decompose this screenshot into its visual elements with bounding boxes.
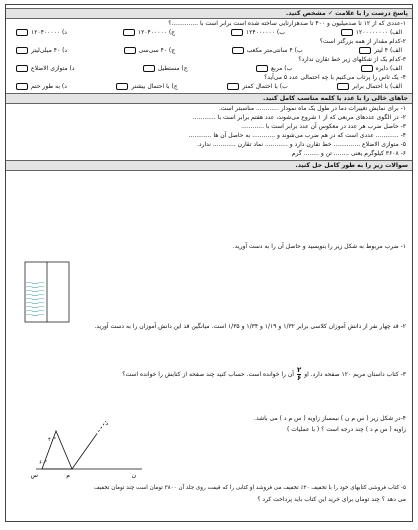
option-d: د) ۱۲۰۴۰۰۰۰۰ xyxy=(31,28,67,36)
checkbox[interactable] xyxy=(232,47,244,54)
option-a: الف) ۴ لیتر xyxy=(374,46,402,54)
angle-label-40: ۴۰° xyxy=(48,437,56,443)
checkbox[interactable] xyxy=(16,83,28,90)
fill-item-5: ۵- متوازی الاضلاع .............. خط تقارن دارد و ............ نماد تقارن ............ ندارد. xyxy=(197,140,406,148)
option-c: ج) ۴۰ سی‌سی xyxy=(138,46,176,54)
option-b: ب) ۱۲۴۰۰۰۰۰۰ xyxy=(245,28,285,36)
problem-4-line-1: ۴-در شکل زیر ( س م ن ) نیمساز زاویه ( س م د ) می باشد. xyxy=(254,415,406,422)
problem-1: ۱- ضرب مربوط به شکل زیر را بنویسید و حاصل آن را به دست آورید. xyxy=(232,243,406,250)
checkbox[interactable] xyxy=(124,47,136,54)
checkbox[interactable] xyxy=(123,29,135,36)
fill-item-3: ۳- حاصل ضرب هر عدد در معکوس آن عدد برابر است با ............ xyxy=(241,122,406,130)
option-b: ب) مربع xyxy=(270,64,293,72)
checkbox[interactable] xyxy=(227,83,239,90)
option-b: ب) با احتمال کمتر xyxy=(242,82,288,90)
label-s: س xyxy=(30,472,38,479)
label-n: ن xyxy=(131,472,136,479)
section-multiple-choice-header xyxy=(6,8,412,19)
fraction-denominator: ۶ xyxy=(296,374,302,382)
section-title: جاهای خالی را با عدد یا کلمه مناسب کامل کنید. xyxy=(263,94,408,102)
option-a: الف) دایره xyxy=(375,64,402,72)
checkbox[interactable] xyxy=(359,47,371,54)
checkbox[interactable] xyxy=(143,65,155,72)
question-3-options xyxy=(6,64,412,73)
checkbox[interactable] xyxy=(16,65,28,72)
problem-2: ۲- قد چهار نفر از دانش آموزان کلاسی برابر ۱/۳۲ و ۱/۱۹ و ۱/۳۴ و ۱/۳۵ است. میانگین قد این دانش آموزان را به دست آورید. xyxy=(94,323,406,330)
angle-label-60: ۶۰° xyxy=(39,460,47,466)
option-a: الف) با احتمال برابر xyxy=(352,82,402,90)
fraction-numerator: ۲ xyxy=(296,366,302,374)
section-title: سوالات زیر را به طور کامل حل کنید. xyxy=(295,161,408,169)
problem-3 xyxy=(122,367,406,382)
problem-4-line-2: زاویه ( س م د ) چند درجه است ؟ ( با عملیات ) xyxy=(287,426,406,433)
fill-item-2: ۲- در الگوی عددهای مربعی که از ۱ شروع می‌شوند، عدد هفتم برابر است با ............ xyxy=(192,113,406,121)
checkbox[interactable] xyxy=(116,83,128,90)
problem-5-line-2: می دهد ؟ چند تومان برای خرید این کتاب باید پرداخت کرد ؟ xyxy=(257,496,406,503)
section-fill-blanks-header xyxy=(6,93,412,104)
question-1-options xyxy=(6,28,412,37)
question-2: ۲-کدام مقدار از همه بزرگتر است؟ xyxy=(319,37,406,45)
multiplication-grid-figure xyxy=(24,261,70,323)
question-2-options xyxy=(6,46,412,55)
problem-3-text-b: آن را خوانده است. حساب کنید چند صفحه از کتابش را خوانده است؟ xyxy=(122,370,294,378)
fill-item-1: ۱- برای نمایش تغییرات دما در طول یک ماه نمودار ............ مناسبتر است. xyxy=(218,104,406,112)
checkbox[interactable] xyxy=(361,65,373,72)
section-problems-header xyxy=(6,160,412,171)
option-c: ج) ۱۲۰۴۰۰۰۰۰ xyxy=(137,28,176,36)
fraction xyxy=(297,367,301,382)
section-title: پاسخ درست را با علامت ✓ مشخص کنید. xyxy=(285,9,408,17)
checkbox[interactable] xyxy=(341,29,353,36)
option-a: الف) ۱۲۰۰۰۰۰۰۰۰ xyxy=(355,28,402,36)
problem-5-line-1: ۵- کتاب فروشی کتابهای خود را با تخفیف ۲۰٪ تخفیف می فروشد او کتابی را که قیمت روی جلد آن ۳۸۰۰ تومان است چند تومان تخفیف xyxy=(93,485,406,491)
checkbox[interactable] xyxy=(16,29,28,36)
option-d: د) متوازی الاضلاع xyxy=(31,64,75,72)
label-m: م xyxy=(66,472,70,479)
checkbox[interactable] xyxy=(16,47,28,54)
checkbox[interactable] xyxy=(231,29,243,36)
fill-item-4: ۴- ............ عددی است که در هم ضرب می‌شوند و ............ به حاصل آن ها ............ xyxy=(188,131,406,139)
problem-3-text-a: ۳- کتاب داستان مریم ۱۲۰ صفحه دارد. او xyxy=(304,370,406,378)
option-b: ب) ۴ سانتی‌متر مکعب xyxy=(246,46,303,54)
checkbox[interactable] xyxy=(337,83,349,90)
fill-item-6: ۶- ۳۶۰۸ کیلوگرم یعنی ........ تن و ........ گرم xyxy=(291,149,406,157)
question-1: ۱-عددی که از ۱۲ تا صدمیلیون و ۴۰۰ تا صدهزارتایی ساخته شده است برابر است با ..............؟ xyxy=(168,19,406,27)
option-c: ج) با احتمال بیشتر xyxy=(131,82,178,90)
option-d: د) ۴۰ میلی‌لیتر xyxy=(31,46,68,54)
question-4: ۴- یک تاس را پرتاب می‌کنیم با چه احتمالی عدد ۵ می‌آید؟ xyxy=(264,73,406,81)
question-4-options xyxy=(6,82,412,91)
angle-figure xyxy=(30,417,144,479)
worksheet xyxy=(5,4,413,522)
question-3: ۳-کدام یک از شکلهای زیر خط تقارن ندارد؟ xyxy=(298,55,406,63)
option-d: د) به طور حتم xyxy=(31,82,67,90)
checkbox[interactable] xyxy=(256,65,268,72)
option-c: ج) مستطیل xyxy=(157,64,188,72)
label-d: د xyxy=(105,420,108,427)
